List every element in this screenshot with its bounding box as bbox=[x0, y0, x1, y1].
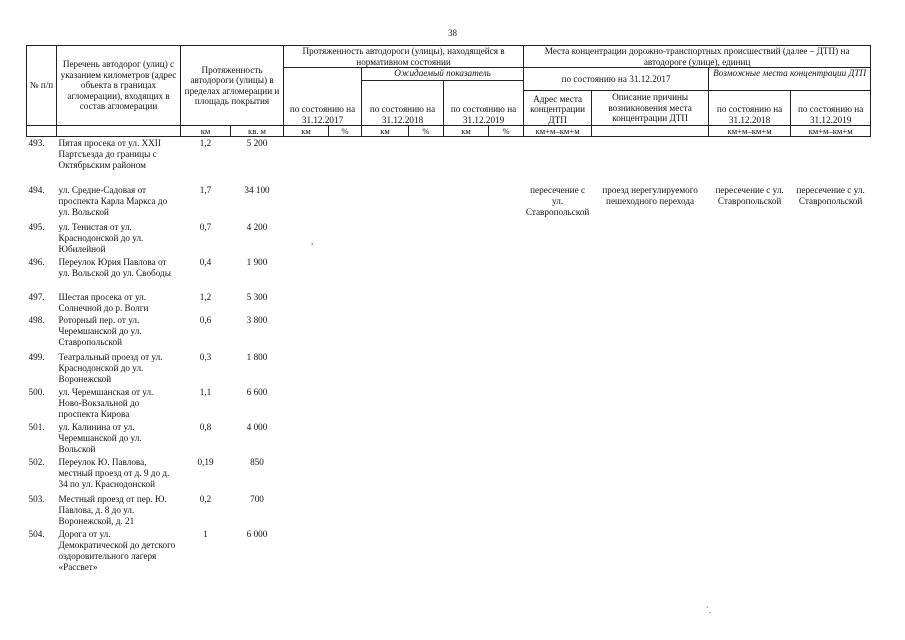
row-expected-2018-pct bbox=[409, 315, 444, 352]
row-normative-2017-pct bbox=[329, 352, 362, 387]
row-km: 1,7 bbox=[199, 184, 212, 195]
row-area: 5 300 bbox=[246, 291, 268, 302]
table-row bbox=[27, 457, 871, 494]
row-km: 0,7 bbox=[199, 221, 212, 232]
row-num: 504. bbox=[28, 528, 45, 539]
row-expected-2019-pct bbox=[489, 422, 524, 457]
row-expected-2019-km bbox=[444, 292, 489, 315]
header-length: Протяженность автодороги (улицы) в пределах агломерации и площадь покрытия bbox=[181, 46, 284, 126]
row-expected-2019-km bbox=[444, 185, 489, 222]
row-possible-2018 bbox=[709, 257, 791, 292]
row-normative-2017-pct bbox=[329, 222, 362, 257]
row-area: 850 bbox=[250, 456, 264, 467]
row-acc-reason bbox=[592, 422, 709, 457]
row-normative-2017-km bbox=[284, 222, 329, 257]
row-possible-2019 bbox=[791, 422, 871, 457]
row-possible-2018 bbox=[709, 352, 791, 387]
table-row bbox=[27, 315, 871, 352]
row-km: 1,2 bbox=[199, 138, 212, 148]
row-expected-2018-km bbox=[362, 292, 409, 315]
row-expected-2019-pct bbox=[489, 387, 524, 422]
row-normative-2017-km bbox=[284, 315, 329, 352]
row-normative-2017-pct bbox=[329, 257, 362, 292]
row-acc-address bbox=[524, 352, 592, 387]
row-acc-address bbox=[524, 387, 592, 422]
unit-km: км bbox=[181, 126, 231, 137]
row-normative-2017-pct bbox=[329, 387, 362, 422]
row-acc-reason bbox=[592, 257, 709, 292]
row-expected-2018-pct bbox=[409, 422, 444, 457]
row-expected-2018-km bbox=[362, 422, 409, 457]
row-acc-address bbox=[524, 137, 592, 185]
row-road: ул. Средне-Садовая от проспекта Карла Маркса до ул. Вольской bbox=[58, 184, 168, 217]
row-acc-address bbox=[524, 222, 592, 257]
row-num: 503. bbox=[28, 493, 45, 504]
row-num: 500. bbox=[28, 386, 45, 397]
row-expected-2019-km bbox=[444, 137, 489, 185]
row-road: Переулок Ю. Павлова, местный проезд от д. 9 до д. 34 по ул. Краснодонской bbox=[58, 456, 170, 489]
row-acc-reason bbox=[592, 494, 709, 529]
header-num: № п/п bbox=[27, 46, 57, 126]
table-row bbox=[27, 185, 871, 222]
row-num: 501. bbox=[28, 421, 45, 432]
unit-sqm: кв. м bbox=[231, 126, 284, 137]
table-row bbox=[27, 257, 871, 292]
row-expected-2018-pct bbox=[409, 185, 444, 222]
row-possible-2019: пересечение с ул. Ставропольской bbox=[796, 184, 865, 206]
unit-blank bbox=[592, 126, 709, 137]
row-normative-2017-pct bbox=[329, 494, 362, 529]
row-expected-2018-pct bbox=[409, 494, 444, 529]
row-possible-2018: пересечение с ул. Ставропольской bbox=[715, 184, 784, 206]
unit-km: км bbox=[362, 126, 409, 137]
row-acc-reason bbox=[592, 529, 709, 579]
row-km: 1,2 bbox=[199, 291, 212, 302]
row-km: 0,4 bbox=[199, 256, 212, 267]
row-acc-address bbox=[524, 529, 592, 579]
header-acc-address: Адрес места концентрации ДТП bbox=[524, 91, 592, 126]
row-num: 498. bbox=[28, 314, 45, 325]
row-num: 497. bbox=[28, 291, 45, 302]
row-acc-address bbox=[524, 292, 592, 315]
header-normative-2017: по состоянию на 31.12.2017 bbox=[284, 68, 362, 126]
row-expected-2018-pct bbox=[409, 292, 444, 315]
row-acc-reason bbox=[592, 387, 709, 422]
table-row bbox=[27, 352, 871, 387]
row-num: 502. bbox=[28, 456, 45, 467]
header-possible-2019: по состоянию на 31.12.2019 bbox=[791, 91, 871, 126]
row-possible-2019 bbox=[791, 529, 871, 579]
row-possible-2019 bbox=[791, 457, 871, 494]
row-area: 1 900 bbox=[246, 256, 268, 267]
row-area: 1 800 bbox=[246, 351, 268, 362]
row-area: 34 100 bbox=[244, 184, 270, 195]
row-normative-2017-km bbox=[284, 292, 329, 315]
row-km: 1 bbox=[203, 528, 208, 539]
row-area: 4 200 bbox=[246, 221, 268, 232]
row-expected-2018-km bbox=[362, 387, 409, 422]
row-expected-2018-km bbox=[362, 222, 409, 257]
row-normative-2017-pct bbox=[329, 457, 362, 494]
row-km: 0,2 bbox=[199, 493, 212, 504]
row-num: 496. bbox=[28, 256, 45, 267]
header-expected-2019: по состоянию на 31.12.2019 bbox=[444, 81, 524, 126]
row-expected-2019-pct bbox=[489, 352, 524, 387]
row-normative-2017-pct bbox=[329, 529, 362, 579]
row-possible-2019 bbox=[791, 494, 871, 529]
table-row bbox=[27, 137, 871, 185]
row-area: 3 800 bbox=[246, 314, 268, 325]
row-acc-reason: проезд нерегулируемого пешеходного перехода bbox=[602, 184, 698, 206]
row-expected-2019-pct bbox=[489, 292, 524, 315]
unit-km-range: км+м–км+м bbox=[791, 126, 871, 137]
row-road: Переулок Юрия Павлова от ул. Вольской до ул. Свободы bbox=[58, 256, 171, 278]
row-area: 5 200 bbox=[246, 138, 268, 148]
table-row bbox=[27, 387, 871, 422]
row-expected-2018-km bbox=[362, 185, 409, 222]
row-road: Дорога от ул. Демократической до детского оздоровительного лагеря «Рассвет» bbox=[58, 528, 176, 573]
row-possible-2019 bbox=[791, 222, 871, 257]
row-expected-2019-km bbox=[444, 422, 489, 457]
unit-percent: % bbox=[409, 126, 444, 137]
unit-km: км bbox=[444, 126, 489, 137]
row-expected-2019-km bbox=[444, 387, 489, 422]
row-road: Пятая просека от ул. XXII Партсъезда до границы с Октябрьским районом bbox=[58, 138, 161, 171]
unit-km: км bbox=[284, 126, 329, 137]
row-normative-2017-km bbox=[284, 457, 329, 494]
row-normative-2017-km bbox=[284, 387, 329, 422]
row-possible-2018 bbox=[709, 292, 791, 315]
row-possible-2018 bbox=[709, 457, 791, 494]
row-acc-reason bbox=[592, 292, 709, 315]
table-row bbox=[27, 422, 871, 457]
unit-blank bbox=[27, 126, 57, 137]
row-possible-2019 bbox=[791, 257, 871, 292]
unit-blank bbox=[57, 126, 181, 137]
row-road: Театральный проезд от ул. Краснодонской до ул. Воронежской bbox=[58, 351, 163, 384]
row-expected-2019-pct bbox=[489, 315, 524, 352]
table-row bbox=[27, 529, 871, 579]
table-header bbox=[27, 46, 871, 137]
row-normative-2017-km bbox=[284, 185, 329, 222]
table-body bbox=[27, 137, 871, 579]
row-normative-2017-km bbox=[284, 422, 329, 457]
row-acc-address bbox=[524, 257, 592, 292]
row-acc-address: пересечение с ул. Ставропольской bbox=[525, 184, 590, 217]
row-possible-2019 bbox=[791, 315, 871, 352]
row-expected-2019-km bbox=[444, 529, 489, 579]
row-num: 495. bbox=[28, 221, 45, 232]
row-expected-2019-km bbox=[444, 457, 489, 494]
unit-percent: % bbox=[489, 126, 524, 137]
row-acc-reason bbox=[592, 137, 709, 185]
row-expected-2019-pct bbox=[489, 529, 524, 579]
row-km: 0,8 bbox=[199, 421, 212, 432]
row-normative-2017-km bbox=[284, 352, 329, 387]
row-road: Шестая просека от ул. Солнечной до р. Волги bbox=[58, 291, 149, 313]
row-acc-reason bbox=[592, 315, 709, 352]
row-expected-2019-pct bbox=[489, 457, 524, 494]
row-expected-2018-km bbox=[362, 137, 409, 185]
row-expected-2019-km bbox=[444, 257, 489, 292]
row-num: 493. bbox=[28, 138, 45, 148]
row-possible-2019 bbox=[791, 137, 871, 185]
row-expected-2018-pct bbox=[409, 457, 444, 494]
header-expected: Ожидаемый показатель bbox=[362, 68, 524, 81]
row-road: Местный проезд от пер. Ю. Павлова, д. 8 до ул. Воронежской, д. 21 bbox=[58, 493, 167, 526]
row-expected-2019-km bbox=[444, 315, 489, 352]
row-area: 700 bbox=[250, 493, 264, 504]
row-km: 0,19 bbox=[197, 456, 214, 467]
row-expected-2019-pct bbox=[489, 494, 524, 529]
header-expected-2018: по состоянию на 31.12.2018 bbox=[362, 81, 444, 126]
row-num: 494. bbox=[28, 184, 45, 195]
header-accidents: Места концентрации дорожно-транспортных происшествий (далее – ДТП) на автодороге (улице), единиц bbox=[524, 46, 871, 68]
page-number: 38 bbox=[448, 28, 457, 38]
row-normative-2017-km bbox=[284, 257, 329, 292]
row-acc-reason bbox=[592, 457, 709, 494]
row-possible-2018 bbox=[709, 315, 791, 352]
unit-km-range: км+м–км+м bbox=[524, 126, 592, 137]
row-possible-2019 bbox=[791, 352, 871, 387]
row-acc-address bbox=[524, 494, 592, 529]
row-possible-2018 bbox=[709, 529, 791, 579]
row-expected-2019-pct bbox=[489, 222, 524, 257]
row-road: ул. Тенистая от ул. Краснодонской до ул. Юбилейной bbox=[58, 221, 144, 254]
row-expected-2018-pct bbox=[409, 529, 444, 579]
row-expected-2019-km bbox=[444, 494, 489, 529]
table-row bbox=[27, 222, 871, 257]
row-normative-2017-pct bbox=[329, 422, 362, 457]
row-expected-2018-km bbox=[362, 494, 409, 529]
row-km: 1,1 bbox=[199, 386, 212, 397]
row-normative-2017-pct bbox=[329, 137, 362, 185]
roads-table bbox=[26, 45, 871, 579]
row-km: 0,6 bbox=[199, 314, 212, 325]
row-expected-2018-pct bbox=[409, 387, 444, 422]
row-acc-reason bbox=[592, 352, 709, 387]
row-area: 6 600 bbox=[246, 386, 268, 397]
table-row bbox=[27, 494, 871, 529]
row-road: Роторный пер. от ул. Черемшанской до ул. Ставропольской bbox=[58, 314, 142, 347]
row-acc-address bbox=[524, 422, 592, 457]
row-normative-2017-pct bbox=[329, 185, 362, 222]
scan-speck: ˋ. bbox=[706, 605, 712, 615]
row-expected-2018-km bbox=[362, 352, 409, 387]
header-possible: Возможные места концентрации ДТП bbox=[709, 68, 871, 91]
row-possible-2018 bbox=[709, 387, 791, 422]
row-expected-2019-pct bbox=[489, 137, 524, 185]
row-area: 6 000 bbox=[246, 528, 268, 539]
row-possible-2018 bbox=[709, 494, 791, 529]
row-possible-2018 bbox=[709, 137, 791, 185]
row-expected-2018-pct bbox=[409, 352, 444, 387]
row-acc-address bbox=[524, 457, 592, 494]
row-normative-2017-pct bbox=[329, 315, 362, 352]
scan-speck: , bbox=[311, 236, 314, 246]
row-possible-2018 bbox=[709, 422, 791, 457]
row-expected-2019-pct bbox=[489, 257, 524, 292]
row-num: 499. bbox=[28, 351, 45, 362]
row-area: 4 000 bbox=[246, 421, 268, 432]
row-expected-2018-km bbox=[362, 529, 409, 579]
row-expected-2018-pct bbox=[409, 222, 444, 257]
row-expected-2018-km bbox=[362, 457, 409, 494]
header-acc-state: по состоянию на 31.12.2017 bbox=[524, 68, 709, 91]
row-expected-2018-pct bbox=[409, 257, 444, 292]
header-normative: Протяженность автодороги (улицы), находящейся в нормативном состоянии bbox=[284, 46, 524, 68]
row-possible-2019 bbox=[791, 292, 871, 315]
row-expected-2019-km bbox=[444, 222, 489, 257]
row-possible-2018 bbox=[709, 222, 791, 257]
row-km: 0,3 bbox=[199, 351, 212, 362]
row-road: ул. Черемшанская от ул. Ново-Вокзальной до проспекта Кирова bbox=[58, 386, 154, 419]
row-expected-2018-km bbox=[362, 315, 409, 352]
unit-percent: % bbox=[329, 126, 362, 137]
row-acc-address bbox=[524, 315, 592, 352]
header-possible-2018: по состоянию на 31.12.2018 bbox=[709, 91, 791, 126]
header-roads: Перечень автодорог (улиц) с указанием километров (адрес объекта в границах агломерации), входящих в состав агломерации bbox=[57, 46, 181, 126]
row-normative-2017-km bbox=[284, 529, 329, 579]
row-expected-2018-km bbox=[362, 257, 409, 292]
unit-km-range: км+м–км+м bbox=[709, 126, 791, 137]
table-row bbox=[27, 292, 871, 315]
row-possible-2019 bbox=[791, 387, 871, 422]
row-expected-2018-pct bbox=[409, 137, 444, 185]
row-normative-2017-pct bbox=[329, 292, 362, 315]
row-expected-2019-km bbox=[444, 352, 489, 387]
row-normative-2017-km bbox=[284, 494, 329, 529]
row-road: ул. Калинина от ул. Черемшанской до ул. Вольской bbox=[58, 421, 142, 454]
row-normative-2017-km bbox=[284, 137, 329, 185]
row-acc-reason bbox=[592, 222, 709, 257]
row-expected-2019-pct bbox=[489, 185, 524, 222]
header-acc-reason: Описание причины возникновения места концентрации ДТП bbox=[592, 91, 709, 126]
